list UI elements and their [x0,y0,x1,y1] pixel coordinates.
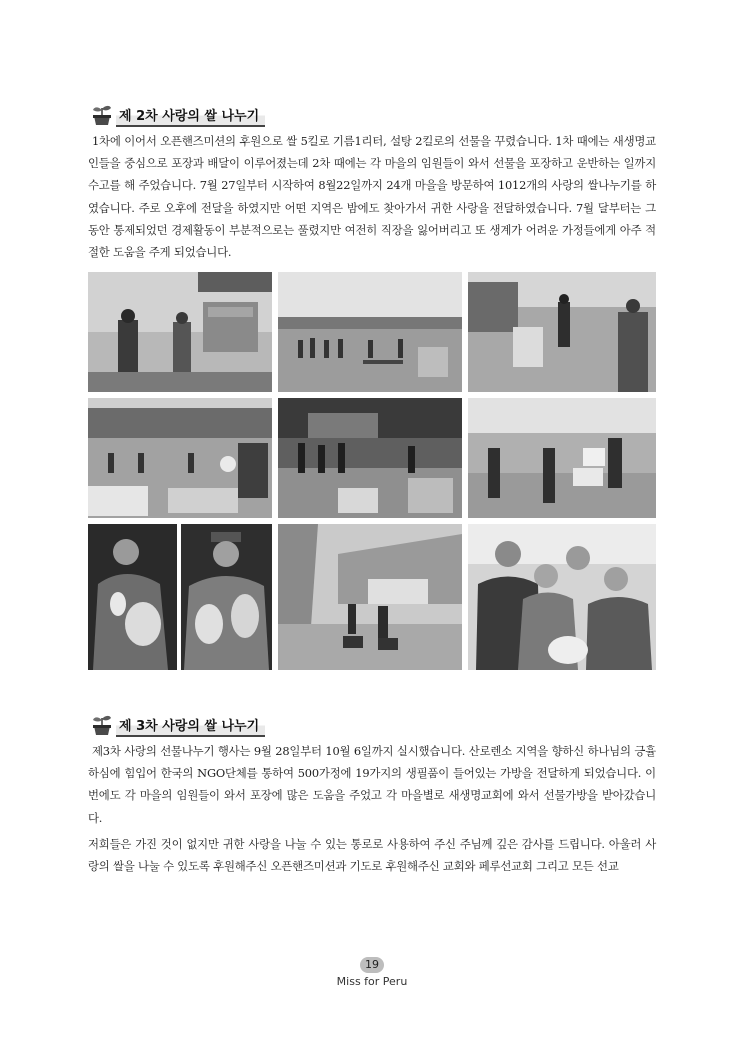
section2-title: 제 2차 사랑의 쌀 나누기 [116,104,265,127]
photo-elderly-woman [88,524,177,670]
section2-heading [90,104,265,126]
section3-body-2: 저희들은 가진 것이 없지만 귀한 사랑을 나눌 수 있는 통로로 사용하여 주신 주님께 깊은 감사를 드립니다. 아울러 사랑의 쌀을 나눌 수 있도록 후원해주신 오픈핸즈미션과 기도로 후원해주신 교회와 페루선교회 그리고 모든 선교 [88,837,656,874]
photo-grid [88,272,656,670]
section3-heading [90,714,265,736]
photo-packing-room [88,272,272,392]
photo-outdoor-line [278,272,462,392]
sprout-pot-icon [90,714,114,736]
section3-body-1: 제3차 사랑의 선물나누기 행사는 9월 28일부터 10월 6일까지 실시했습니다. 산로렌소 지역을 향하신 하나님의 긍휼하심에 힘입어 한국의 NGO단체를 통하여 500가정에 19가지의 생필품이 들어있는 가방을 전달하게 되었습니다. 이번에도 각 마을의 임원들이 와서 포장에 많은 도움을 주었고 각 마을별로 새생명교회에 와서 선물가방을 받아갔습니다. [88,744,656,825]
photo-street-gifts [468,272,656,392]
photo-hillside-cart [278,524,462,670]
photo-crowd-water [88,398,272,518]
photo-three-people [468,524,656,670]
footer-brand: Miss for Peru [336,975,408,988]
page-number: 19 [360,957,384,973]
photo-gift-boxes [468,398,656,518]
section2-body: 1차에 이어서 오픈핸즈미션의 후원으로 쌀 5킬로 기름1리터, 설탕 2킬로의 선물을 꾸렸습니다. 1차 때에는 새생명교인들을 중심으로 포장과 배달이 이루어졌는데 2차 때에는 각 마을의 임원들이 와서 선물을 포장하고 운반하는 일까지 수고를 해 주었습니다. 7월 27일부터 시작하여 8월22일까지 24개 마을을 방문하여 1012개의 사랑의 쌀나누기를 하였습니다. 주로 오후에 전달을 하였지만 어떤 지역은 밤에도 찾아가서 귀한 사랑을 전달하였습니다. 7월 달부터는 그동안 통제되었던 경제활동이 부분적으로는 풀렸지만 여전히 직장을 잃어버리고 또 생계가 어려운 가정들에게 아주 적절한 도움을 주게 되었습니다. [88,134,656,260]
section3-title: 제 3차 사랑의 쌀 나누기 [116,714,265,737]
sprout-pot-icon [90,104,114,126]
photo-evening-line [278,398,462,518]
photo-elderly-man [181,524,272,670]
